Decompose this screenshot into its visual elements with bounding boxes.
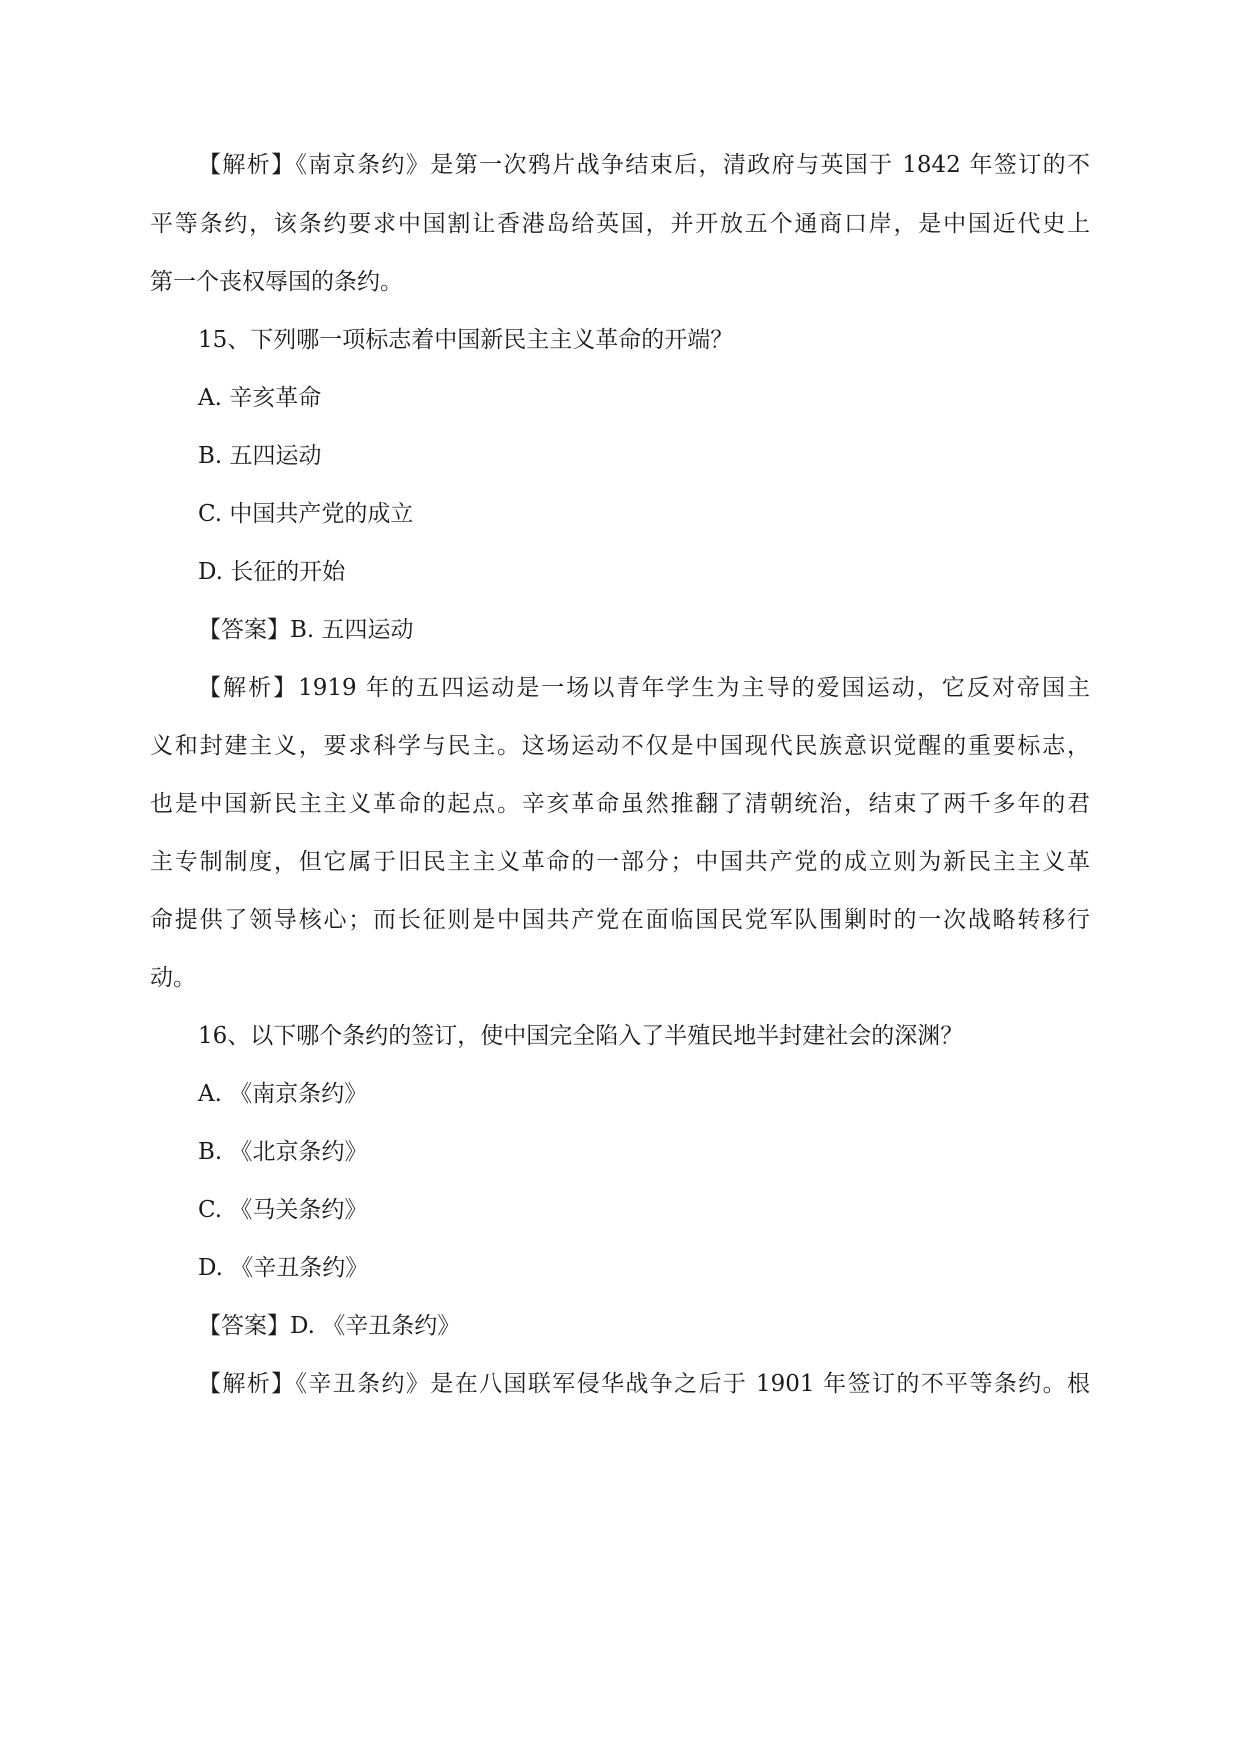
analysis-14-line-1: 【解析】《南京条约》是第一次鸦片战争结束后，清政府与英国于 1842 年签订的不 xyxy=(198,152,1090,178)
q15-answer: 【答案】B. 五四运动 xyxy=(198,617,414,643)
q15-option-c: C. 中国共产党的成立 xyxy=(198,501,414,527)
q15-option-b: B. 五四运动 xyxy=(198,443,322,469)
q15-analysis-line-5: 命提供了领导核心；而长征则是中国共产党在面临国民党军队围剿时的一次战略转移行 xyxy=(150,907,1090,933)
q16-analysis-line-1: 【解析】《辛丑条约》是在八国联军侵华战争之后于 1901 年签订的不平等条约。根 xyxy=(198,1371,1090,1397)
q15-option-d: D. 长征的开始 xyxy=(198,559,346,585)
analysis-14-line-2: 平等条约，该条约要求中国割让香港岛给英国，并开放五个通商口岸，是中国近代史上 xyxy=(150,211,1090,237)
q16-answer: 【答案】D. 《辛丑条约》 xyxy=(198,1313,461,1339)
q15-analysis-line-3: 也是中国新民主主义革命的起点。辛亥革命虽然推翻了清朝统治，结束了两千多年的君 xyxy=(150,791,1090,817)
q16-option-d: D. 《辛丑条约》 xyxy=(198,1255,369,1281)
q16-option-c: C. 《马关条约》 xyxy=(198,1197,368,1223)
q16-option-b: B. 《北京条约》 xyxy=(198,1139,368,1165)
q15-analysis-line-2: 义和封建主义，要求科学与民主。这场运动不仅是中国现代民族意识觉醒的重要标志， xyxy=(150,733,1090,759)
q16-option-a: A. 《南京条约》 xyxy=(198,1081,368,1107)
q15-analysis-line-1: 【解析】1919 年的五四运动是一场以青年学生为主导的爱国运动，它反对帝国主 xyxy=(198,675,1090,701)
q15-analysis-line-6: 动。 xyxy=(150,965,196,991)
analysis-14-line-3: 第一个丧权辱国的条约。 xyxy=(150,269,403,295)
question-15: 15、下列哪一项标志着中国新民主主义革命的开端？ xyxy=(198,327,734,353)
q15-analysis-line-4: 主专制制度，但它属于旧民主主义革命的一部分；中国共产党的成立则为新民主主义革 xyxy=(150,849,1090,875)
q15-option-a: A. 辛亥革命 xyxy=(198,385,322,411)
question-16: 16、以下哪个条约的签订，使中国完全陷入了半殖民地半封建社会的深渊？ xyxy=(198,1023,964,1049)
